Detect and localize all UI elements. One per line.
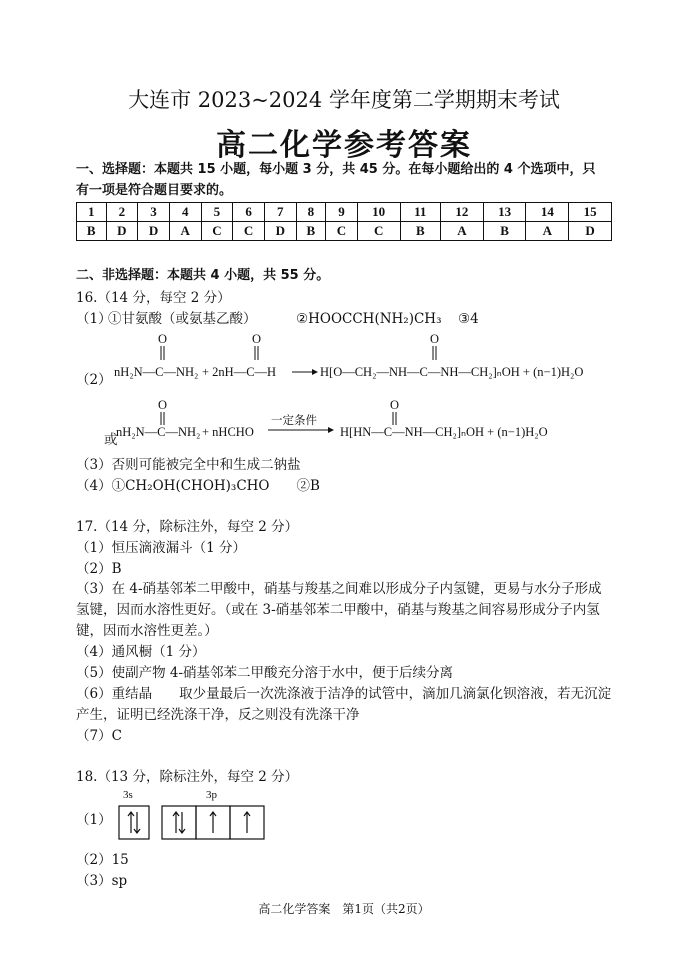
orbital-3p-label: 3p [206, 789, 217, 801]
q16-p1-label: （1） [76, 311, 112, 327]
page-footer: 高二化学答案 第1页（共2页） [258, 902, 430, 916]
answer-cell: D [106, 222, 138, 241]
section2-intro: 二、非选择题：本题共 4 小题，共 55 分。 [76, 268, 330, 283]
answer-cell: B [483, 222, 526, 241]
q16-p3: （3）否则可能被完全中和生成二钠盐 [76, 457, 301, 473]
question-number-cell: 7 [264, 203, 296, 222]
question-number-cell: 6 [233, 203, 265, 222]
q18-p1-label: （1） [76, 812, 112, 828]
answer-cell: D [264, 222, 296, 241]
orbital-diagram [114, 786, 274, 842]
answer-table [76, 202, 612, 241]
eq1-carbonyl-o-1: O [158, 334, 168, 346]
answer-cell: C [357, 222, 400, 241]
eq2-carbonyl-o-1: O [158, 398, 168, 412]
answer-cell: C [326, 222, 358, 241]
q16-p2-label: （2） [76, 372, 112, 388]
q16-heading: 16.（14 分，每空 2 分） [76, 290, 231, 306]
answer-cell: C [201, 222, 233, 241]
exam-title: 大连市 2023~2024 学年度第二学期期末考试 [128, 88, 560, 112]
eq1-carbonyl-o-3: O [430, 334, 440, 346]
q17-p3: （3）在 4-硝基邻苯二甲酸中，硝基与羧基之间难以形成分子内氢键，更易与水分子形成氢键，因而水溶性更好。（或在 3-硝基邻苯二甲酸中，硝基与羧基之间容易形成分子内氢键，因而水溶性更差。） [76, 581, 602, 639]
question-number-cell: 5 [201, 203, 233, 222]
eq2-product: H[HN—C—NH—CH₂]ₙOH + (n−1)H₂O [340, 425, 548, 439]
eq2-carbonyl-o-2: O [390, 398, 400, 412]
q17-p7: （7）C [76, 728, 122, 744]
answer-cell: A [169, 222, 201, 241]
q18-p3: （3）sp [76, 873, 128, 889]
question-number-cell: 11 [400, 203, 441, 222]
answer-cell: D [569, 222, 612, 241]
question-number-cell: 1 [77, 203, 107, 222]
answer-cell: B [77, 222, 107, 241]
q16-p1-answer-b: ②HOOCCH(NH₂)CH₃ [296, 311, 442, 327]
question-number-cell: 2 [106, 203, 138, 222]
answer-cell: B [400, 222, 441, 241]
section1-intro-line2: 有一项是符合题目要求的。 [76, 183, 233, 198]
eq1-reactant-formaldehyde: + 2nH—C—H [202, 365, 277, 379]
question-number-cell: 9 [326, 203, 358, 222]
eq2-reactant-urea: nH₂N—C—NH₂ [116, 425, 201, 439]
question-number-cell: 10 [357, 203, 400, 222]
eq2-condition: 一定条件 [271, 415, 317, 427]
q16-p1-answer-c: ③4 [458, 311, 479, 327]
answer-table-number-row [77, 203, 612, 222]
q16-p1-answer-a: ①甘氨酸（或氨基乙酸） [108, 311, 257, 327]
q17-heading: 17.（14 分，除标注外，每空 2 分） [76, 519, 299, 535]
question-number-cell: 8 [296, 203, 326, 222]
equation-1 [110, 334, 610, 394]
orbital-3s-box [119, 806, 149, 839]
equation-2 [116, 398, 610, 450]
question-number-cell: 14 [526, 203, 569, 222]
eq2-reactant-hcho: + nHCHO [202, 425, 254, 439]
orbital-3p-box-1 [162, 806, 196, 839]
answer-cell: A [526, 222, 569, 241]
q18-heading: 18.（13 分，除标注外，每空 2 分） [76, 769, 299, 785]
q17-p2: （2）B [76, 561, 122, 577]
section1-intro-line1: 一、选择题：本题共 15 小题，每小题 3 分，共 45 分。在每小题给出的 4 个选项中，只 [76, 162, 596, 177]
question-number-cell: 15 [569, 203, 612, 222]
orbital-3s-label: 3s [123, 789, 133, 801]
eq1-carbonyl-o-2: O [252, 334, 262, 346]
answer-cell: B [296, 222, 326, 241]
q17-p5: （5）使副产物 4-硝基邻苯二甲酸充分溶于水中，便于后续分离 [76, 665, 454, 681]
answer-cell: A [441, 222, 484, 241]
q16-p4: （4）①CH₂OH(CHOH)₃CHO ②B [76, 478, 320, 494]
answer-cell: C [233, 222, 265, 241]
q17-p1: （1）恒压滴液漏斗（1 分） [76, 540, 246, 556]
question-number-cell: 12 [441, 203, 484, 222]
question-number-cell: 4 [169, 203, 201, 222]
q17-p6: （6）重结晶 取少量最后一次洗涤液于洁净的试管中，滴加几滴氯化钡溶液，若无沉淀产生，证明已经洗涤干净，反之则没有洗涤干净 [76, 686, 612, 723]
question-number-cell: 3 [138, 203, 170, 222]
answer-cell: D [138, 222, 170, 241]
q17-p4: （4）通风橱（1 分） [76, 644, 206, 660]
q18-p2: （2）15 [76, 852, 129, 868]
answer-table-answer-row [77, 222, 612, 241]
question-number-cell: 13 [483, 203, 526, 222]
page-title: 高二化学参考答案 [216, 128, 472, 163]
eq1-product: H[O—CH₂—NH—C—NH—CH₂]ₙOH + (n−1)H₂O [320, 365, 584, 379]
q16-p2-or: 或 [104, 432, 118, 448]
eq1-reactant-urea: nH₂N—C—NH₂ [114, 365, 199, 379]
